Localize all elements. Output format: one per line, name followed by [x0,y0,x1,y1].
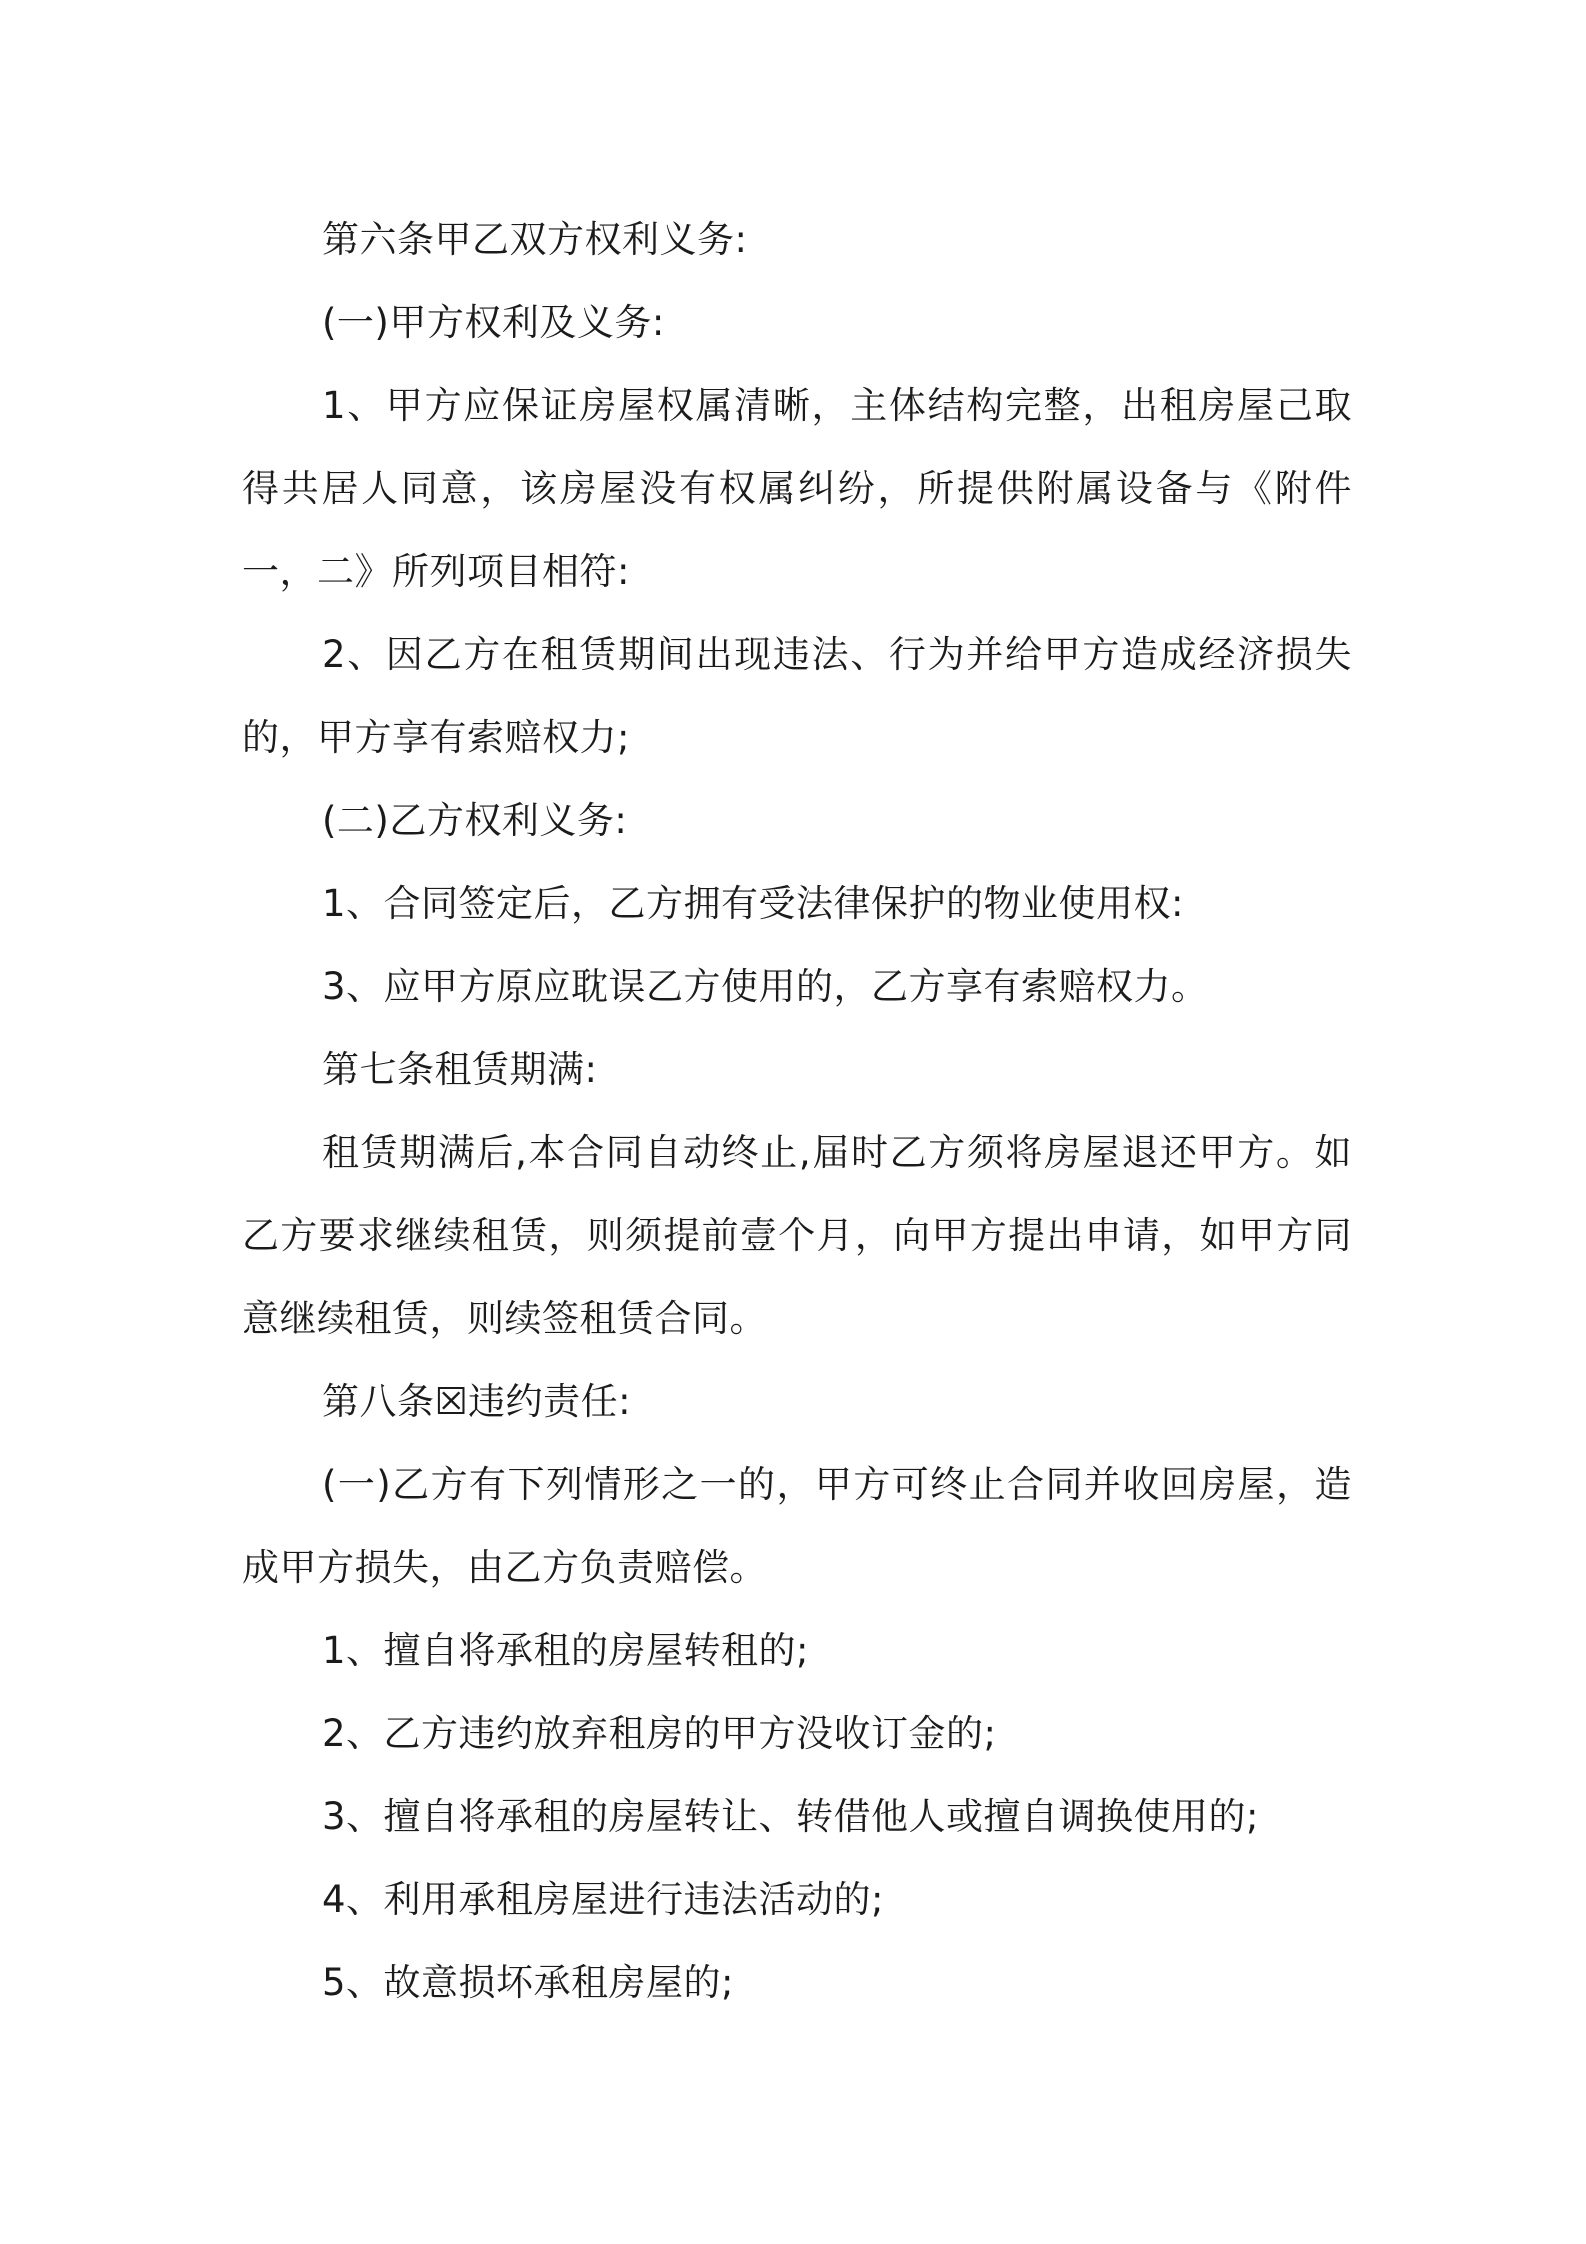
article-seven-heading: 第七条租赁期满: [322,1048,598,1091]
party-b-clause-1: 1、合同签定后，乙方拥有受法律保护的物业使用权: [322,882,1185,925]
breach-item-3: 3、擅自将承租的房屋转让、转借他人或擅自调换使用的; [322,1795,1260,1838]
article-eight-heading: 第八条☒违约责任: [322,1380,632,1423]
party-b-rights-heading: (二)乙方权利义务: [322,799,628,842]
breach-item-4: 4、利用承租房屋进行违法活动的; [322,1878,885,1921]
breach-intro: (一)乙方有下列情形之一的，甲方可终止合同并收回房屋，造成甲方损失，由乙方负责赔偿。 [242,1463,1352,1589]
breach-item-5: 5、故意损坏承租房屋的; [322,1961,735,2004]
party-b-clause-3: 3、应甲方原应耽误乙方使用的，乙方享有索赔权力。 [322,965,1209,1008]
article-six-heading: 第六条甲乙双方权利义务: [322,218,748,261]
party-a-clause-2: 2、因乙方在租赁期间出现违法、行为并给甲方造成经济损失的，甲方享有索赔权力; [242,633,1352,759]
party-a-clause-1: 1、甲方应保证房屋权属清晰，主体结构完整，出租房屋己取得共居人同意，该房屋没有权属纠纷，所提供附属设备与《附件一，二》所列项目相符: [242,384,1352,593]
document-body [242,198,1352,2024]
breach-item-1: 1、擅自将承租的房屋转租的; [322,1629,810,1672]
article-seven-body: 租赁期满后,本合同自动终止,届时乙方须将房屋退还甲方。如乙方要求继续租赁，则须提前壹个月，向甲方提出申请，如甲方同意继续租赁，则续签租赁合同。 [242,1131,1352,1340]
party-a-rights-heading: (一)甲方权利及义务: [322,301,665,344]
breach-item-2: 2、乙方违约放弃租房的甲方没收订金的; [322,1712,997,1755]
